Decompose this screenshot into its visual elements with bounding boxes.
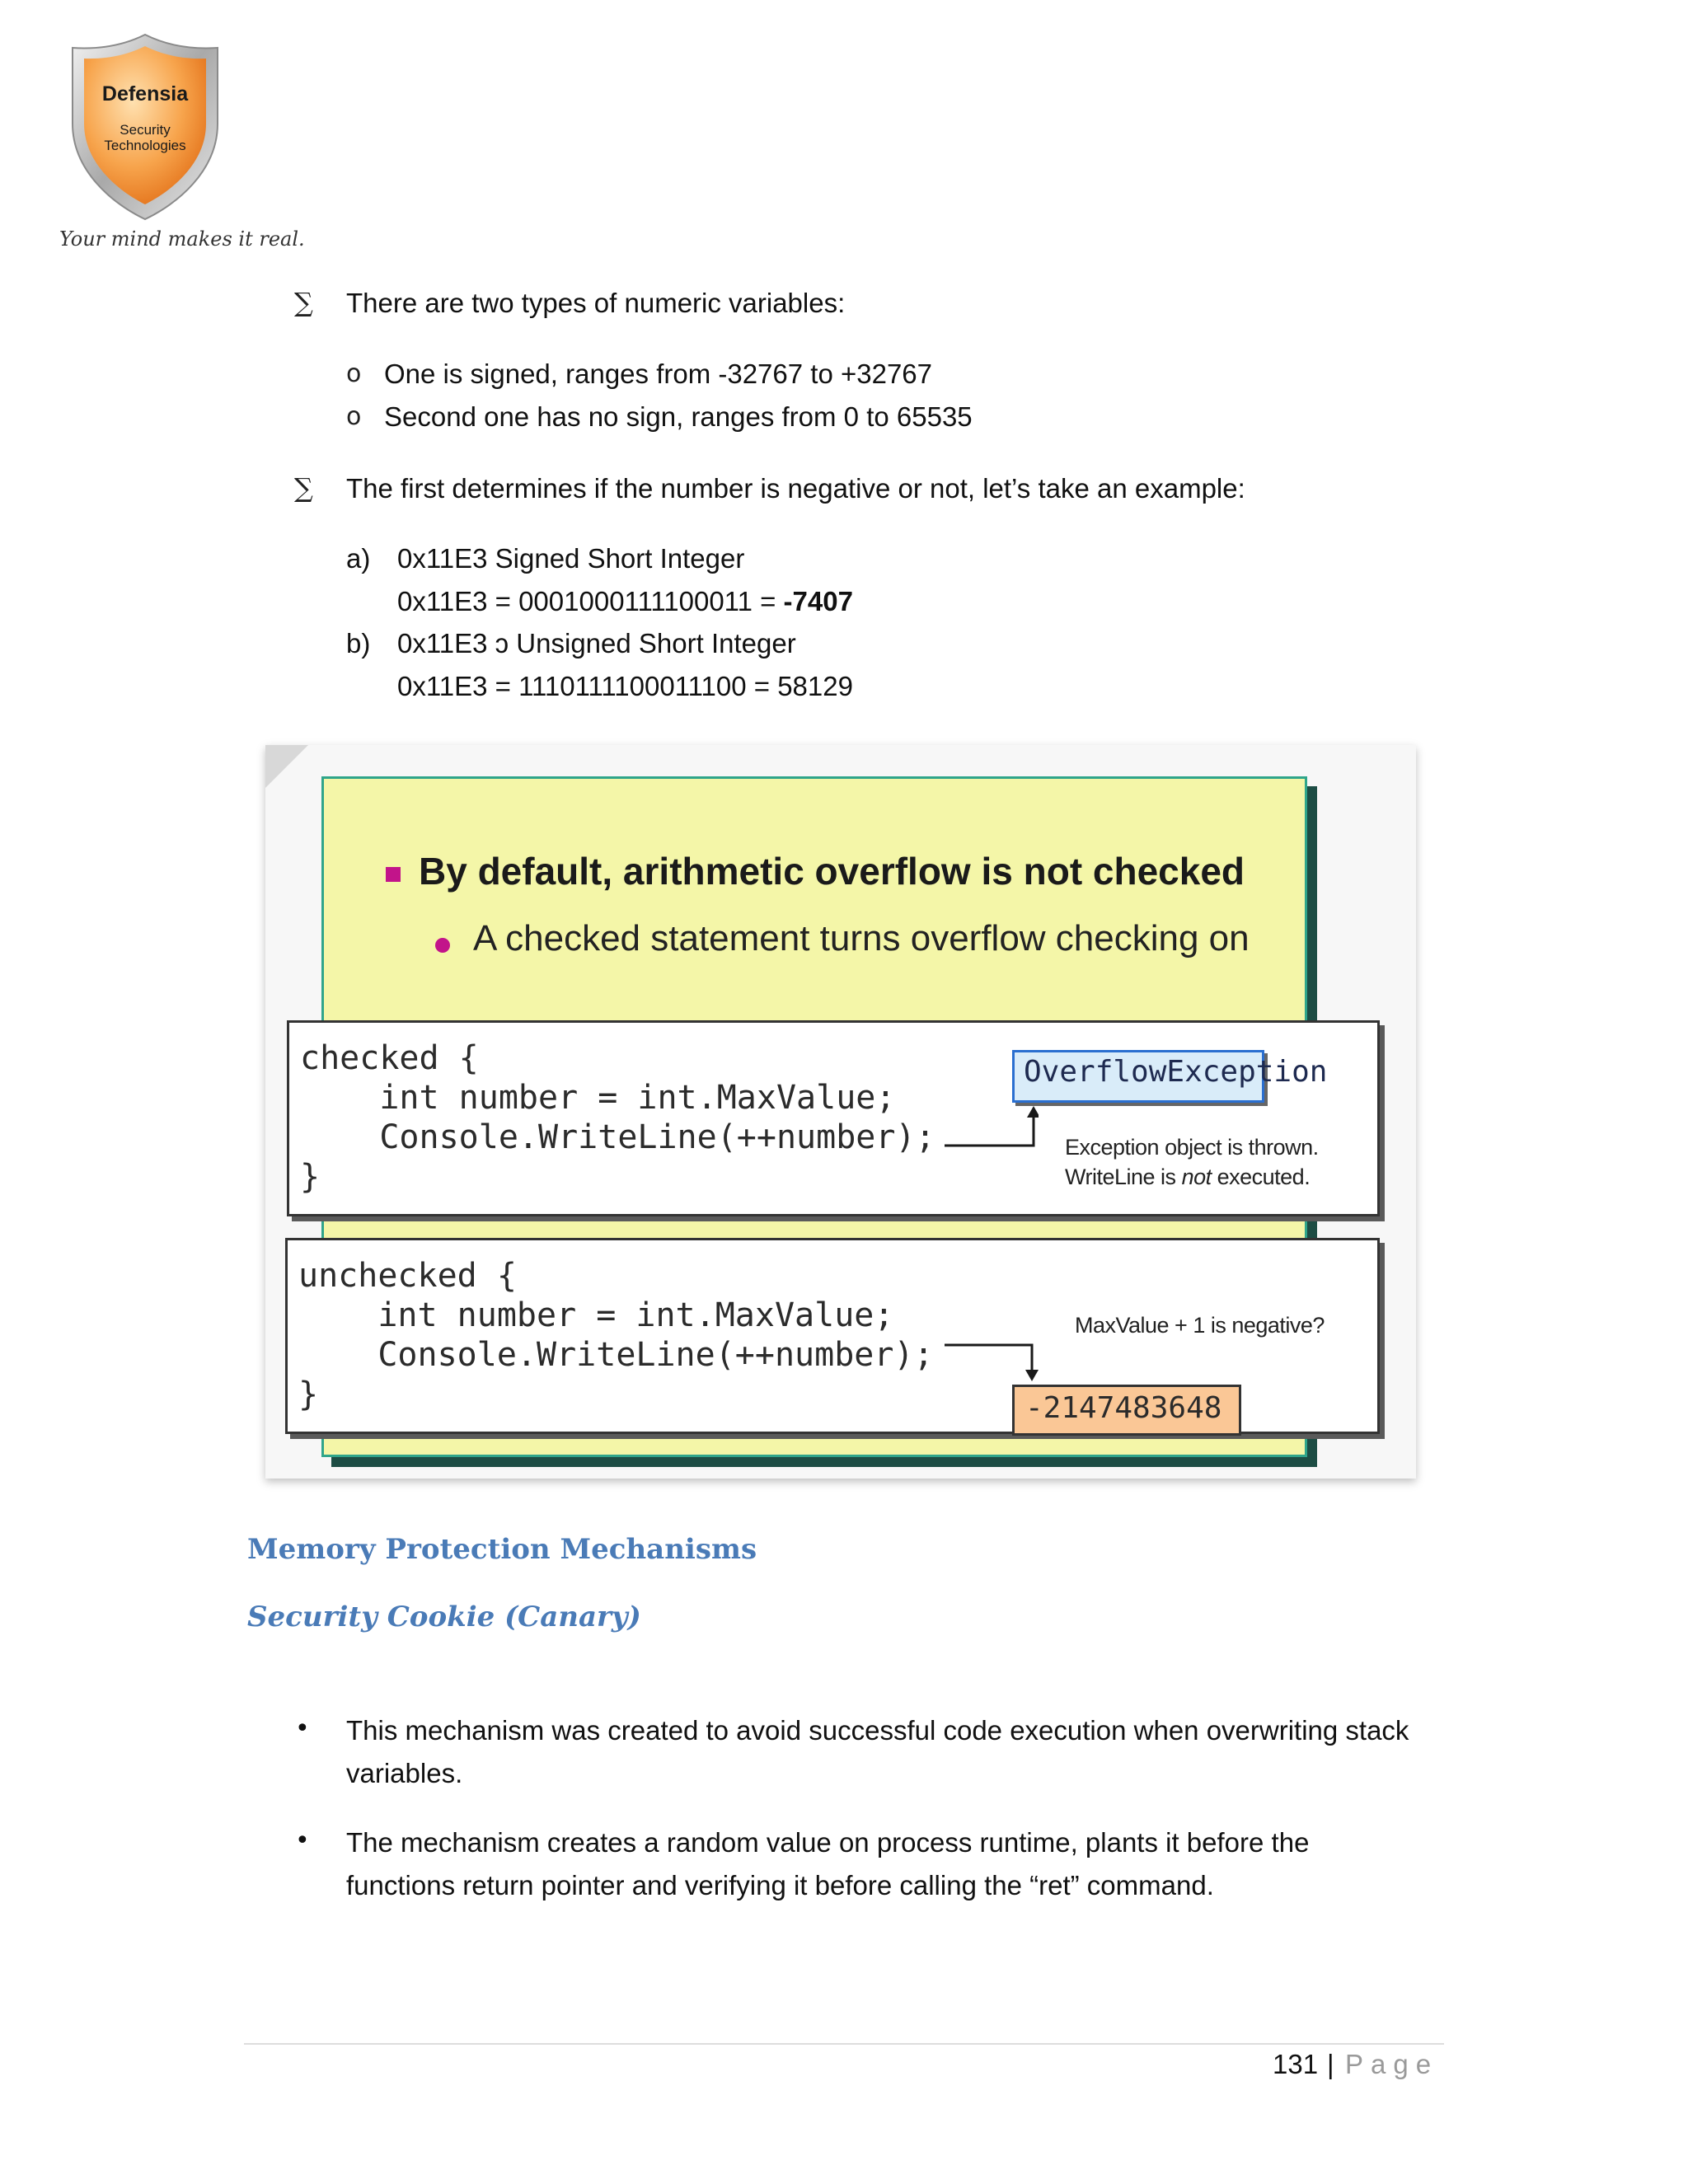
arrow-up-icon — [940, 1101, 1039, 1151]
bullet-dot-icon: • — [295, 1714, 310, 1743]
exception-note-2c: executed. — [1211, 1165, 1311, 1189]
slide-title: By default, arithmetic overflow is not checked — [419, 850, 1245, 893]
result-value: -2147483648 — [1025, 1391, 1222, 1425]
logo-title: Defensia — [101, 82, 189, 105]
checked-code-line: Console.WriteLine(++number); — [300, 1118, 935, 1156]
example-b-label: b) — [346, 628, 371, 658]
second-point-text: The first determines if the number is negative or not, let’s take an example: — [346, 473, 1245, 504]
bullet-2-line-1: The mechanism creates a random value on process runtime, plants it before the — [346, 1827, 1310, 1858]
subitem-unsigned: Second one has no sign, ranges from 0 to 65535 — [384, 401, 973, 432]
example-a-label: a) — [346, 543, 371, 574]
unchecked-code-line: unchecked { — [298, 1257, 517, 1295]
footer-divider — [244, 2043, 1444, 2045]
example-a-equation — [397, 585, 853, 618]
square-bullet-icon — [386, 867, 401, 882]
checked-code-line: checked { — [300, 1039, 479, 1077]
example-b-equation: 0x11E3 = 1110111100011100 = 58129 — [397, 671, 853, 701]
example-a-result: -7407 — [783, 586, 853, 616]
page-label: Page — [1345, 2049, 1439, 2079]
figure-bevel-decoration — [265, 745, 308, 788]
bullet-2-line-2: functions return pointer and verifying it before calling the “ret” command. — [346, 1870, 1214, 1900]
exception-note-2a: WriteLine is — [1065, 1165, 1182, 1189]
tagline: Your mind makes it real. — [59, 227, 305, 251]
intro-text: There are two types of numeric variables: — [346, 288, 846, 318]
checked-code-line: int number = int.MaxValue; — [300, 1079, 896, 1117]
slide-subtitle: A checked statement turns overflow checking on — [473, 918, 1250, 958]
sigma-bullet-icon: ∑ — [294, 287, 313, 318]
bullet-1-line-2: variables. — [346, 1758, 463, 1788]
example-a-eq-text: 0x11E3 = 0001000111100011 = — [397, 586, 784, 616]
unchecked-note: MaxValue + 1 is negative? — [1075, 1313, 1325, 1338]
unchecked-code — [298, 1256, 934, 1414]
arrow-down-icon — [940, 1338, 1039, 1385]
page-separator: | — [1327, 2049, 1334, 2079]
checked-code — [300, 1038, 935, 1197]
section-subheading: Security Cookie (Canary) — [247, 1601, 641, 1633]
page-number: 131 — [1273, 2049, 1319, 2079]
overflow-exception-label: OverflowException — [1024, 1055, 1328, 1089]
logo-subtitle — [64, 122, 226, 153]
checked-code-line: } — [300, 1158, 321, 1196]
exception-note-1: Exception object is thrown. — [1065, 1135, 1319, 1160]
bullet-dot-icon: • — [295, 1826, 310, 1855]
example-b-title: 0x11E3 ↄ Unsigned Short Integer — [397, 628, 796, 658]
logo-subtitle-line-2: Technologies — [104, 138, 186, 153]
logo-subtitle-line-1: Security — [120, 122, 171, 138]
exception-note-2 — [1065, 1162, 1310, 1192]
circle-bullet-icon: o — [346, 402, 362, 431]
section-heading: Memory Protection Mechanisms — [247, 1533, 757, 1566]
unchecked-code-line: Console.WriteLine(++number); — [298, 1336, 934, 1374]
bullet-1-line-1: This mechanism was created to avoid successful code execution when overwriting stack — [346, 1715, 1409, 1746]
sigma-bullet-icon: ∑ — [294, 472, 313, 504]
circle-bullet-icon: o — [346, 359, 362, 388]
example-a-title: 0x11E3 Signed Short Integer — [397, 543, 745, 574]
unchecked-code-line: int number = int.MaxValue; — [298, 1296, 894, 1334]
subitem-signed: One is signed, ranges from -32767 to +32767 — [384, 359, 933, 389]
unchecked-code-line: } — [298, 1376, 319, 1413]
dot-bullet-icon — [435, 938, 450, 953]
exception-note-2-emphasis: not — [1181, 1165, 1212, 1189]
